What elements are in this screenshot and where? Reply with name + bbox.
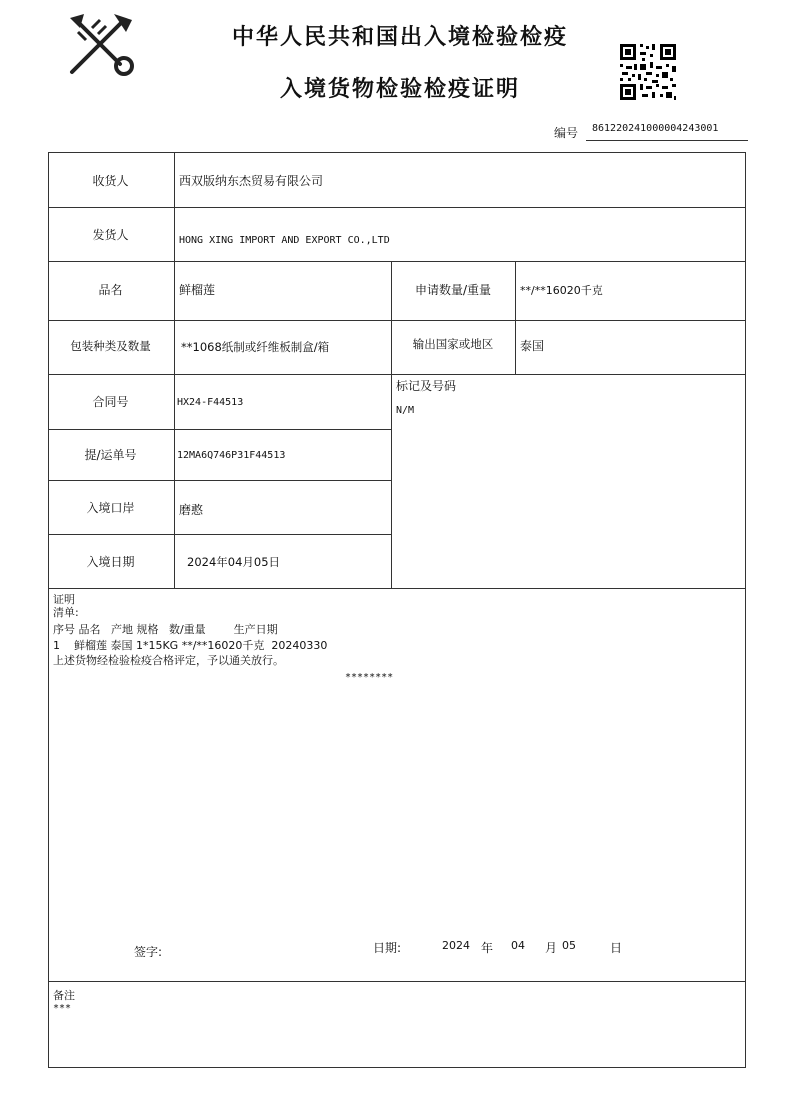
sign-date-label: 日期: <box>373 941 402 955</box>
consignee-value: 西双版纳东杰贸易有限公司 <box>179 174 324 188</box>
marks-label: 标记及号码 <box>396 379 457 393</box>
entry-date-label: 入境日期 <box>86 555 135 569</box>
contract-label: 合同号 <box>92 395 129 409</box>
row-divider <box>49 981 745 982</box>
bill-of-lading-value: 12MA6Q746P31F44513 <box>177 450 286 461</box>
consignor-value: HONG XING IMPORT AND EXPORT CO.,LTD <box>179 235 390 246</box>
certificate-stars: ******** <box>345 672 394 683</box>
row-divider <box>49 534 391 535</box>
entry-date-value: 2024年04月05日 <box>187 555 281 569</box>
remarks-value: *** <box>53 1003 72 1014</box>
column-divider <box>515 261 516 374</box>
row-divider <box>49 261 745 262</box>
bill-of-lading-label: 提/运单号 <box>84 448 137 462</box>
quantity-label: 申请数量/重量 <box>414 283 492 297</box>
sign-date-day: 05 <box>562 939 576 952</box>
signature-label: 签字: <box>134 945 163 959</box>
list-label: 清单: <box>53 606 79 619</box>
product-value: 鲜榴莲 <box>179 283 216 297</box>
column-divider <box>174 153 175 588</box>
serial-number-value: 861220241000004243001 <box>592 123 719 134</box>
entry-port-value: 磨憨 <box>179 503 204 517</box>
document-subtitle: 入境货物检验检疫证明 <box>279 77 520 102</box>
quantity-value: **/**16020千克 <box>520 284 603 297</box>
row-divider <box>49 429 391 430</box>
sign-date-month: 04 <box>511 939 525 952</box>
origin-value: 泰国 <box>520 339 545 353</box>
contract-value: HX24-F44513 <box>177 397 244 408</box>
row-divider <box>49 480 391 481</box>
certificate-statement: 上述货物经检验检疫合格评定，予以通关放行。 <box>53 654 284 667</box>
consignor-label: 发货人 <box>92 228 129 242</box>
sign-year-char: 年 <box>481 941 494 955</box>
origin-label: 输出国家或地区 <box>412 337 494 351</box>
list-item: 1 鲜榴莲 泰国 1*15KG **/**16020千克 20240330 <box>53 639 328 652</box>
row-divider <box>49 207 745 208</box>
row-divider <box>49 320 745 321</box>
sign-date-year: 2024 <box>442 939 470 952</box>
sign-month-char: 月 <box>545 941 558 955</box>
row-divider <box>49 588 745 589</box>
column-divider <box>391 261 392 588</box>
serial-number-label: 编号 <box>554 126 579 140</box>
entry-port-label: 入境口岸 <box>86 501 135 515</box>
sign-day-char: 日 <box>610 941 623 955</box>
row-divider <box>49 374 745 375</box>
certificate-heading: 证明 <box>53 593 75 606</box>
remarks-label: 备注 <box>53 989 75 1002</box>
qr-code-icon <box>618 42 678 102</box>
product-label: 品名 <box>98 283 123 297</box>
package-label: 包装种类及数量 <box>70 339 151 353</box>
consignee-label: 收货人 <box>92 174 129 188</box>
document-title: 中华人民共和国出入境检验检疫 <box>231 25 568 50</box>
list-columns: 序号 品名 产地 规格 数/重量 生产日期 <box>53 623 278 636</box>
serial-underline <box>586 140 748 141</box>
marks-value: N/M <box>396 405 415 416</box>
package-value: **1068纸制或纤维板制盒/箱 <box>181 340 330 354</box>
